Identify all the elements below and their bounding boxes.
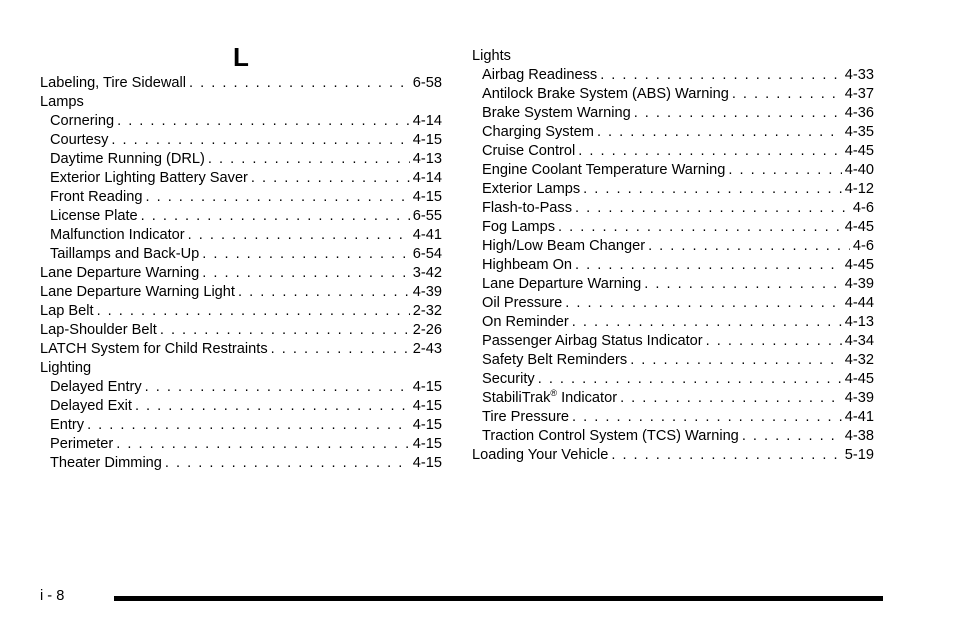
page-reference: 4-38 — [844, 428, 874, 444]
dot-leader — [251, 169, 410, 188]
page-reference: 4-6 — [852, 238, 874, 254]
page-reference: 4-45 — [844, 371, 874, 387]
page-reference: 4-13 — [412, 151, 442, 167]
dot-leader — [572, 313, 842, 332]
index-subentry — [40, 454, 442, 473]
index-entry — [40, 74, 442, 93]
dot-leader — [188, 226, 410, 245]
index-term: Brake System Warning — [482, 105, 631, 121]
index-term: Engine Coolant Temperature Warning — [482, 162, 726, 178]
page-reference: 3-42 — [412, 265, 442, 281]
dot-leader — [565, 294, 841, 313]
index-term: LATCH System for Child Restraints — [40, 341, 268, 357]
registered-mark: ® — [550, 388, 558, 399]
dot-leader — [572, 408, 842, 427]
index-entry — [40, 283, 442, 302]
index-subentry — [40, 150, 442, 169]
index-subentry — [472, 161, 874, 180]
dot-leader — [271, 340, 410, 359]
index-entry-list-left — [40, 74, 442, 473]
index-term: Exterior Lamps — [482, 181, 581, 197]
index-term: Oil Pressure — [482, 295, 563, 311]
index-subentry — [472, 332, 874, 351]
index-subentry — [40, 435, 442, 454]
dot-leader — [742, 427, 842, 446]
page-reference: 4-41 — [412, 227, 442, 243]
dot-leader — [202, 245, 410, 264]
index-term: Flash-to-Pass — [482, 200, 573, 216]
page-reference: 4-14 — [412, 170, 442, 186]
dot-leader — [575, 256, 842, 275]
index-term: Airbag Readiness — [482, 67, 598, 83]
dot-leader — [575, 199, 850, 218]
page-reference: 4-33 — [844, 67, 874, 83]
index-subentry — [472, 199, 874, 218]
footer-rule — [114, 596, 883, 601]
index-term: Cruise Control — [482, 143, 576, 159]
dot-leader — [116, 435, 410, 454]
footer-page-number: i - 8 — [40, 588, 65, 604]
index-term: Lamps — [40, 94, 84, 110]
dot-leader — [202, 264, 410, 283]
page-reference: 2-26 — [412, 322, 442, 338]
index-term: Lighting — [40, 360, 92, 376]
page-reference: 4-44 — [844, 295, 874, 311]
index-subentry — [40, 378, 442, 397]
page-reference: 4-39 — [844, 390, 874, 406]
index-subentry — [472, 104, 874, 123]
page-reference: 4-45 — [844, 143, 874, 159]
index-term: On Reminder — [482, 314, 569, 330]
page-reference: 4-32 — [844, 352, 874, 368]
index-subentry — [472, 66, 874, 85]
index-entry — [40, 93, 442, 112]
page-reference: 6-58 — [412, 75, 442, 91]
page-reference: 4-45 — [844, 257, 874, 273]
index-subentry — [472, 142, 874, 161]
index-subentry — [472, 427, 874, 446]
index-term: Traction Control System (TCS) Warning — [482, 428, 739, 444]
page-reference: 4-39 — [412, 284, 442, 300]
index-entry — [472, 446, 874, 465]
dot-leader — [165, 454, 410, 473]
page-reference: 4-14 — [412, 113, 442, 129]
index-subentry — [472, 313, 874, 332]
index-term: Lap Belt — [40, 303, 94, 319]
page-reference: 4-37 — [844, 86, 874, 102]
index-subentry — [472, 256, 874, 275]
index-term: Antilock Brake System (ABS) Warning — [482, 86, 729, 102]
page-reference: 2-43 — [412, 341, 442, 357]
index-term: Passenger Airbag Status Indicator — [482, 333, 703, 349]
index-term: Delayed Entry — [50, 379, 142, 395]
dot-leader — [145, 188, 409, 207]
dot-leader — [189, 74, 410, 93]
page-reference: 6-55 — [412, 208, 442, 224]
index-term: Exterior Lighting Battery Saver — [50, 170, 248, 186]
dot-leader — [644, 275, 842, 294]
dot-leader — [611, 446, 841, 465]
index-entry — [40, 340, 442, 359]
index-term: Courtesy — [50, 132, 109, 148]
index-term: Lap-Shoulder Belt — [40, 322, 157, 338]
page-reference: 5-19 — [844, 447, 874, 463]
dot-leader — [97, 302, 410, 321]
dot-leader — [728, 161, 841, 180]
index-subentry — [40, 112, 442, 131]
dot-leader — [117, 112, 410, 131]
dot-leader — [87, 416, 410, 435]
page-reference: 4-39 — [844, 276, 874, 292]
page-reference: 6-54 — [412, 246, 442, 262]
page-reference: 4-15 — [412, 398, 442, 414]
dot-leader — [620, 389, 842, 408]
index-term: Security — [482, 371, 535, 387]
index-term: Charging System — [482, 124, 594, 140]
index-term: Malfunction Indicator — [50, 227, 185, 243]
dot-leader — [160, 321, 410, 340]
index-term: Fog Lamps — [482, 219, 556, 235]
dot-leader — [558, 218, 842, 237]
index-entry — [40, 321, 442, 340]
dot-leader — [135, 397, 410, 416]
index-subentry — [472, 218, 874, 237]
index-subentry — [472, 294, 874, 313]
index-subentry — [472, 180, 874, 199]
index-term: Entry — [50, 417, 85, 433]
dot-leader — [145, 378, 410, 397]
index-term: High/Low Beam Changer — [482, 238, 646, 254]
index-subentry — [472, 351, 874, 370]
index-term: Lane Departure Warning Light — [40, 284, 235, 300]
index-term: Theater Dimming — [50, 455, 162, 471]
index-term: Delayed Exit — [50, 398, 132, 414]
page-reference: 4-15 — [412, 132, 442, 148]
index-entry — [472, 47, 874, 66]
index-subentry — [40, 226, 442, 245]
dot-leader — [578, 142, 842, 161]
index-subentry — [40, 207, 442, 226]
page-reference: 4-40 — [844, 162, 874, 178]
index-entry — [40, 264, 442, 283]
index-subentry — [40, 169, 442, 188]
index-term: License Plate — [50, 208, 138, 224]
dot-leader — [634, 104, 842, 123]
dot-leader — [238, 283, 410, 302]
index-subentry — [40, 397, 442, 416]
page-reference: 4-36 — [844, 105, 874, 121]
dot-leader — [538, 370, 842, 389]
index-term: Lights — [472, 48, 511, 64]
index-subentry — [472, 85, 874, 104]
index-term: Labeling, Tire Sidewall — [40, 75, 187, 91]
index-entry — [40, 359, 442, 378]
dot-leader — [597, 123, 842, 142]
index-term: Safety Belt Reminders — [482, 352, 628, 368]
index-subentry — [40, 131, 442, 150]
page-reference: 4-15 — [412, 417, 442, 433]
dot-leader — [141, 207, 410, 226]
page-reference: 4-15 — [412, 455, 442, 471]
index-term: Lane Departure Warning — [482, 276, 642, 292]
page-reference: 4-15 — [412, 189, 442, 205]
dot-leader — [600, 66, 842, 85]
index-subentry — [40, 416, 442, 435]
dot-leader — [583, 180, 842, 199]
index-term: Loading Your Vehicle — [472, 447, 609, 463]
index-term: StabiliTrak® Indicator — [482, 388, 618, 406]
index-term: Front Reading — [50, 189, 143, 205]
index-subentry — [472, 123, 874, 142]
index-term: Highbeam On — [482, 257, 573, 273]
page-reference: 4-35 — [844, 124, 874, 140]
index-term: Cornering — [50, 113, 115, 129]
index-term: Tire Pressure — [482, 409, 570, 425]
page-reference: 4-6 — [852, 200, 874, 216]
page-reference: 4-15 — [412, 436, 442, 452]
index-term: Taillamps and Back-Up — [50, 246, 200, 262]
page-reference: 4-41 — [844, 409, 874, 425]
page-reference: 4-34 — [844, 333, 874, 349]
index-entry — [40, 302, 442, 321]
dot-leader — [648, 237, 850, 256]
page-reference: 4-13 — [844, 314, 874, 330]
index-subentry — [472, 237, 874, 256]
dot-leader — [111, 131, 409, 150]
page-reference: 4-45 — [844, 219, 874, 235]
page-reference: 4-15 — [412, 379, 442, 395]
index-term: Daytime Running (DRL) — [50, 151, 205, 167]
section-letter-heading: L — [233, 42, 249, 72]
index-entry-list-right — [472, 47, 874, 465]
page-reference: 4-12 — [844, 181, 874, 197]
dot-leader — [208, 150, 410, 169]
dot-leader — [630, 351, 842, 370]
index-subentry — [472, 275, 874, 294]
page-reference: 2-32 — [412, 303, 442, 319]
dot-leader — [706, 332, 842, 351]
index-term: Perimeter — [50, 436, 114, 452]
index-subentry — [40, 188, 442, 207]
index-subentry — [40, 245, 442, 264]
index-subentry — [472, 389, 874, 408]
index-subentry — [472, 408, 874, 427]
dot-leader — [732, 85, 842, 104]
index-term: Lane Departure Warning — [40, 265, 200, 281]
index-subentry — [472, 370, 874, 389]
